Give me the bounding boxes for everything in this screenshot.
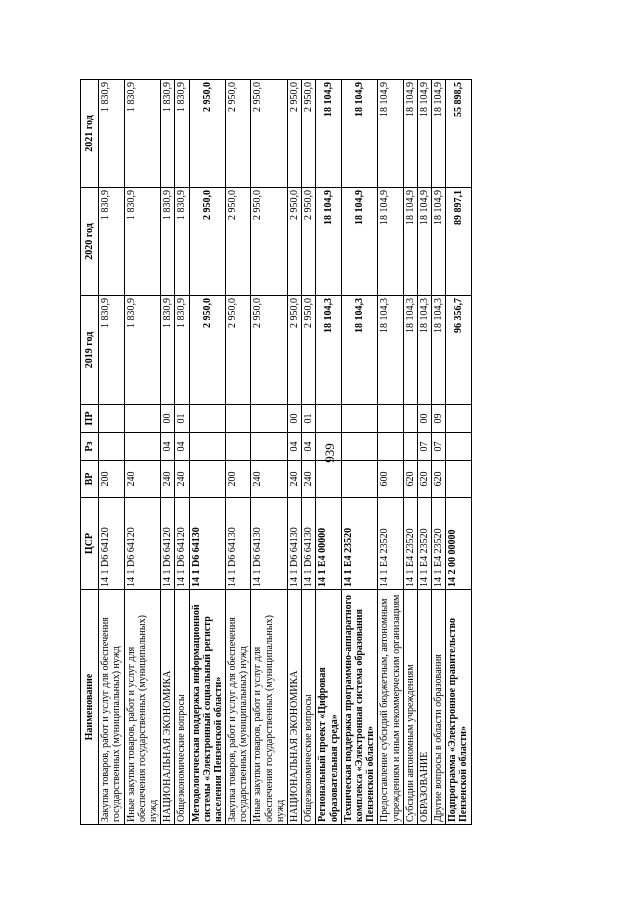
- cell-2020: 89 897,1: [446, 188, 471, 296]
- table-row: [316, 80, 341, 825]
- cell-2019: 2 950,0: [251, 296, 288, 405]
- cell-2021: 18 104,9: [316, 80, 341, 188]
- cell-pr: [378, 405, 403, 433]
- cell-pr: 01: [175, 405, 189, 433]
- cell-csr: 14 1 D6 64130: [226, 498, 251, 590]
- table-row: [378, 80, 403, 825]
- cell-rz: 04: [302, 433, 316, 461]
- cell-2020: 2 950,0: [288, 188, 302, 296]
- cell-name: Закупка товаров, работ и услуг для обеспечения государственных (муниципальных) нужд: [99, 590, 124, 825]
- cell-rz: [446, 433, 471, 461]
- cell-rz: [378, 433, 403, 461]
- cell-2020: 2 950,0: [189, 188, 226, 296]
- cell-2019: 1 830,9: [161, 296, 175, 405]
- cell-pr: 00: [161, 405, 175, 433]
- cell-2021: 2 950,0: [226, 80, 251, 188]
- table-row: [161, 80, 175, 825]
- cell-2019: 1 830,9: [124, 296, 161, 405]
- cell-vr: 240: [302, 461, 316, 498]
- cell-vr: [189, 461, 226, 498]
- cell-pr: [189, 405, 226, 433]
- cell-csr: 14 1 D6 64120: [124, 498, 161, 590]
- table-row: [417, 80, 431, 825]
- table-row: [446, 80, 471, 825]
- cell-name: Региональный проект «Цифровая образовательная среда»: [316, 590, 341, 825]
- cell-2019: 18 104,3: [417, 296, 431, 405]
- header-2019: 2019 год: [81, 296, 99, 405]
- cell-rz: 07: [432, 433, 446, 461]
- cell-vr: [316, 461, 341, 498]
- cell-pr: 01: [302, 405, 316, 433]
- table-header-row: [81, 80, 99, 825]
- cell-2021: 2 950,0: [288, 80, 302, 188]
- cell-2021: 1 830,9: [161, 80, 175, 188]
- cell-rz: 04: [161, 433, 175, 461]
- cell-2020: 18 104,9: [341, 188, 378, 296]
- cell-2021: 18 104,9: [378, 80, 403, 188]
- cell-csr: 14 1 E4 00000: [316, 498, 341, 590]
- table-row: [288, 80, 302, 825]
- rotated-table-frame: [80, 80, 560, 825]
- cell-name: Методологическая поддержка информационной системы «Электронный социальный регистр населения Пензенской области»: [189, 590, 226, 825]
- cell-csr: 14 1 E4 23520: [341, 498, 378, 590]
- cell-csr: 14 2 00 00000: [446, 498, 471, 590]
- cell-2020: 18 104,9: [417, 188, 431, 296]
- table-row: [341, 80, 378, 825]
- cell-rz: [189, 433, 226, 461]
- cell-pr: 09: [432, 405, 446, 433]
- table-row: [226, 80, 251, 825]
- cell-rz: 07: [417, 433, 431, 461]
- cell-vr: 240: [288, 461, 302, 498]
- cell-rz: [99, 433, 124, 461]
- cell-vr: 620: [432, 461, 446, 498]
- cell-vr: 240: [175, 461, 189, 498]
- cell-pr: [226, 405, 251, 433]
- cell-name: Субсидии автономным учреждениям: [403, 590, 417, 825]
- budget-table: [80, 79, 472, 825]
- cell-rz: 04: [175, 433, 189, 461]
- cell-pr: [316, 405, 341, 433]
- cell-name: Иные закупки товаров, работ и услуг для обеспечения государственных (муниципальных) нужд: [124, 590, 161, 825]
- cell-name: ОБРАЗОВАНИЕ: [417, 590, 431, 825]
- table-row: [251, 80, 288, 825]
- cell-2019: 18 104,3: [403, 296, 417, 405]
- cell-name: Подпрограмма «Электронное правительство Пензенской области»: [446, 590, 471, 825]
- cell-2019: 18 104,3: [378, 296, 403, 405]
- header-2021: 2021 год: [81, 80, 99, 188]
- cell-vr: 200: [226, 461, 251, 498]
- cell-pr: 00: [417, 405, 431, 433]
- cell-vr: 240: [251, 461, 288, 498]
- cell-rz: [124, 433, 161, 461]
- header-pr: ПР: [81, 405, 99, 433]
- table-body: [99, 80, 471, 825]
- cell-2019: 18 104,3: [316, 296, 341, 405]
- table-row: [302, 80, 316, 825]
- cell-name: Закупка товаров, работ и услуг для обеспечения государственных (муниципальных) нужд: [226, 590, 251, 825]
- cell-vr: 620: [417, 461, 431, 498]
- cell-2020: 18 104,9: [432, 188, 446, 296]
- cell-2021: 18 104,9: [341, 80, 378, 188]
- cell-name: Другие вопросы в области образования: [432, 590, 446, 825]
- table-row: [124, 80, 161, 825]
- cell-vr: [446, 461, 471, 498]
- cell-rz: [226, 433, 251, 461]
- cell-pr: [124, 405, 161, 433]
- header-vr: ВР: [81, 461, 99, 498]
- cell-2019: 2 950,0: [302, 296, 316, 405]
- table-row: [189, 80, 226, 825]
- cell-csr: 14 1 E4 23520: [432, 498, 446, 590]
- cell-rz: [316, 433, 341, 461]
- table-row: [99, 80, 124, 825]
- cell-pr: [99, 405, 124, 433]
- table-row: [175, 80, 189, 825]
- cell-pr: 00: [288, 405, 302, 433]
- cell-2019: 96 356,7: [446, 296, 471, 405]
- cell-2021: 18 104,9: [403, 80, 417, 188]
- cell-csr: 14 1 D6 64130: [302, 498, 316, 590]
- cell-2021: 1 830,9: [175, 80, 189, 188]
- page-number: 939: [322, 442, 337, 463]
- cell-2019: 2 950,0: [189, 296, 226, 405]
- cell-2019: 1 830,9: [99, 296, 124, 405]
- cell-pr: [341, 405, 378, 433]
- cell-2019: 18 104,3: [432, 296, 446, 405]
- cell-2021: 18 104,9: [417, 80, 431, 188]
- cell-2020: 2 950,0: [302, 188, 316, 296]
- cell-2020: 1 830,9: [124, 188, 161, 296]
- cell-csr: 14 1 D6 64120: [161, 498, 175, 590]
- cell-name: НАЦИОНАЛЬНАЯ ЭКОНОМИКА: [288, 590, 302, 825]
- cell-2021: 2 950,0: [302, 80, 316, 188]
- cell-csr: 14 1 D6 64120: [99, 498, 124, 590]
- cell-2020: 1 830,9: [99, 188, 124, 296]
- cell-name: НАЦИОНАЛЬНАЯ ЭКОНОМИКА: [161, 590, 175, 825]
- cell-2019: 2 950,0: [226, 296, 251, 405]
- cell-2019: 1 830,9: [175, 296, 189, 405]
- cell-2021: 1 830,9: [99, 80, 124, 188]
- header-csr: ЦСР: [81, 498, 99, 590]
- cell-vr: 620: [403, 461, 417, 498]
- cell-vr: [341, 461, 378, 498]
- cell-name: Общеэкономические вопросы: [302, 590, 316, 825]
- table-row: [403, 80, 417, 825]
- cell-2020: 2 950,0: [251, 188, 288, 296]
- cell-csr: 14 1 E4 23520: [417, 498, 431, 590]
- cell-2021: 55 898,5: [446, 80, 471, 188]
- cell-vr: 200: [99, 461, 124, 498]
- cell-2020: 1 830,9: [161, 188, 175, 296]
- cell-csr: 14 1 E4 23520: [403, 498, 417, 590]
- cell-name: Предоставление субсидий бюджетным, автономным учреждениям и иным некоммерческим организациям: [378, 590, 403, 825]
- cell-2020: 18 104,9: [378, 188, 403, 296]
- cell-name: Техническая поддержка программно-аппаратного комплекса «Электронная система образования Пензенской области»: [341, 590, 378, 825]
- header-rz: Рз: [81, 433, 99, 461]
- cell-2021: 2 950,0: [189, 80, 226, 188]
- cell-2020: 18 104,9: [316, 188, 341, 296]
- cell-2019: 2 950,0: [288, 296, 302, 405]
- cell-rz: [403, 433, 417, 461]
- cell-2020: 1 830,9: [175, 188, 189, 296]
- cell-vr: 600: [378, 461, 403, 498]
- header-2020: 2020 год: [81, 188, 99, 296]
- cell-rz: [251, 433, 288, 461]
- cell-csr: 14 1 D6 64130: [189, 498, 226, 590]
- cell-vr: 240: [124, 461, 161, 498]
- cell-csr: 14 1 D6 64130: [288, 498, 302, 590]
- cell-2020: 18 104,9: [403, 188, 417, 296]
- cell-pr: [403, 405, 417, 433]
- cell-2021: 18 104,9: [432, 80, 446, 188]
- cell-pr: [446, 405, 471, 433]
- cell-2021: 2 950,0: [251, 80, 288, 188]
- cell-2020: 2 950,0: [226, 188, 251, 296]
- cell-rz: [341, 433, 378, 461]
- header-name: Наименование: [81, 590, 99, 825]
- cell-2019: 18 104,3: [341, 296, 378, 405]
- rotated-page-area: [80, 80, 560, 825]
- cell-vr: 240: [161, 461, 175, 498]
- cell-pr: [251, 405, 288, 433]
- cell-csr: 14 1 D6 64130: [251, 498, 288, 590]
- cell-rz: 04: [288, 433, 302, 461]
- cell-2021: 1 830,9: [124, 80, 161, 188]
- cell-csr: 14 1 E4 23520: [378, 498, 403, 590]
- table-row: [432, 80, 446, 825]
- cell-name: Общеэкономические вопросы: [175, 590, 189, 825]
- cell-csr: 14 1 D6 64120: [175, 498, 189, 590]
- cell-name: Иные закупки товаров, работ и услуг для обеспечения государственных (муниципальных) нужд: [251, 590, 288, 825]
